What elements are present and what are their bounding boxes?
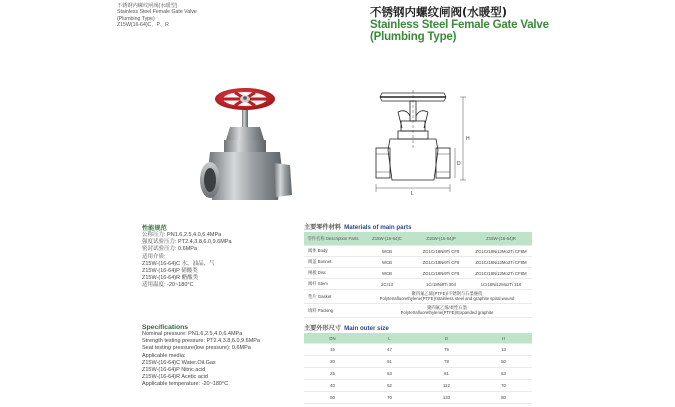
table-cell: 40: [304, 380, 361, 392]
materials-col-header: Z15W-(16-64)R: [470, 232, 532, 246]
performance-cn-line: Z15W-(16-64)P 硝酸类: [142, 268, 198, 275]
table-cell: 阀盖 Bonnet: [304, 257, 362, 268]
en-title-line-1: Stainless Steel Female Gate Valve: [370, 19, 549, 31]
table-cell: WCB: [362, 268, 412, 279]
table-row: [304, 246, 532, 257]
table-cell: ZG1Cr18Ni9Ti CF8: [412, 246, 470, 257]
table-cell: 1Cr18Ni12Mo2Ti 316: [470, 279, 532, 290]
table-cell: 81: [418, 368, 475, 380]
table-cell: 闸板 Disc: [304, 268, 362, 279]
table-cell: 2Cr13: [362, 279, 412, 290]
table-cell: 62: [361, 380, 418, 392]
table-cell: 47: [361, 344, 418, 356]
table-row-packing: [304, 304, 532, 318]
table-cell: 51: [361, 356, 418, 368]
table-cell: ZG1Cr18Ni9Ti CF8: [412, 257, 470, 268]
specifications-line: Seat testing pressure(low pressure): 0.6MPa: [142, 345, 251, 352]
table-cell: 78: [418, 356, 475, 368]
table-cell: 25: [304, 368, 361, 380]
dimensions-table: [304, 333, 532, 404]
performance-cn-heading: 性能规范: [142, 225, 167, 232]
specifications-line: Strength testing pressure: PT2.4,3.8,6.0,9.6MPa: [142, 338, 261, 345]
table-cell: 20: [304, 356, 361, 368]
dimensions-header-row: [304, 333, 532, 344]
materials-col-header: Z15W-(16-64)C: [362, 232, 412, 246]
materials-col-header: 零件名称 Description Parts: [304, 232, 362, 246]
table-cell: 50: [304, 392, 361, 404]
table-cell: ZG1Cr18Ni9Ti CF8: [412, 268, 470, 279]
table-cell: 50: [475, 356, 532, 368]
materials-heading-cn: 主要零件材料: [304, 224, 342, 231]
specifications-en-section: [142, 324, 260, 389]
dimensions-col-header: H: [475, 333, 532, 344]
performance-cn-line: 强度试验压力: PT2.4,3.8,6.0,9.6MPa: [142, 239, 232, 246]
performance-cn-line: 适用介质:: [142, 253, 166, 260]
specifications-line: Z15W-(16-64)C Water.Oil.Gas: [142, 359, 216, 366]
table-row: [304, 392, 532, 404]
table-cell: 80: [475, 392, 532, 404]
valve-photo: [190, 85, 300, 215]
specifications-line: Applicable temperature: -20~180°C: [142, 381, 229, 388]
performance-cn-line: Z15W-(16-64)R 醋酸类: [142, 275, 199, 282]
table-cell: 112: [418, 380, 475, 392]
table-cell: ZG1Cr18Ni12Mo2Ti CF8M: [470, 268, 532, 279]
table-cell: 1Cr18Ni9Ti 304: [412, 279, 470, 290]
table-cell: 70: [361, 392, 418, 404]
specifications-line: Z15W-(16-64)R Acetic acid: [142, 374, 208, 381]
packing-value: [362, 304, 532, 318]
dimension-l-label: L: [411, 191, 414, 197]
packing-value-cn: 聚四氟乙烯/柔性石墨: [427, 304, 467, 310]
table-row: [304, 279, 532, 290]
table-row: [304, 257, 532, 268]
performance-cn-line: Z15W-(16-64)C 水、油品、气: [142, 260, 215, 267]
technical-drawing: [368, 88, 478, 198]
table-cell: 53: [361, 368, 418, 380]
table-cell: 阀杆 Stem: [304, 279, 362, 290]
table-cell: WCB: [362, 257, 412, 268]
table-row-gasket: [304, 290, 532, 304]
table-row: [304, 356, 532, 368]
en-title-line-2: (Plumbing Type): [370, 31, 457, 43]
header-left-line: Z15W(16-64)C、P、R: [117, 22, 169, 29]
dimensions-heading-en: Main outer size: [344, 325, 389, 332]
header-left-block: [117, 3, 197, 29]
materials-heading-en: Materials of main parts: [344, 224, 412, 231]
gasket-value-cn: 聚四氟乙烯(PTFE)/不锈钢与石墨缠绕: [411, 290, 483, 296]
materials-table: [304, 232, 532, 318]
table-cell: 70: [475, 380, 532, 392]
specifications-line: Applicable media:: [142, 352, 186, 359]
gasket-value-en: Polytetrafluorethylene(PTFE)/Stainless steel and graphite spiral wound: [379, 295, 515, 301]
table-cell: ZG1Cr18Ni12Mo2Ti CF8M: [470, 257, 532, 268]
handwheel: [215, 88, 275, 110]
table-cell: 13: [475, 344, 532, 356]
valve-bonnet: [226, 127, 264, 140]
table-cell: 75: [418, 344, 475, 356]
dimension-h-label: H: [466, 136, 470, 142]
dimensions-heading-cn: 主要外形尺寸: [304, 325, 342, 332]
table-cell: 阀体 Body: [304, 246, 362, 257]
header-left-line: (Plumbing Type): [117, 15, 155, 22]
table-cell: 垫片 Gasket: [304, 290, 362, 304]
table-row: [304, 368, 532, 380]
packing-value-en: Polytetrafluorethylene(PTFE)/Expanded graphite: [400, 309, 494, 315]
dimensions-col-header: D: [418, 333, 475, 344]
cn-title: 不锈钢内螺纹闸阀(水暖型): [370, 5, 508, 19]
materials-heading: [304, 222, 412, 231]
table-cell: 63: [475, 368, 532, 380]
dimensions-heading: [304, 323, 389, 332]
table-row: [304, 380, 532, 392]
performance-cn-line: 密封试验压力: 0.6MPa: [142, 246, 198, 253]
specifications-heading: Specifications: [142, 324, 189, 331]
gasket-value: [362, 290, 532, 304]
header-left-line: Stainless Steel Female Gate Valve: [117, 9, 197, 16]
materials-header-row: [304, 232, 532, 246]
table-cell: 133: [418, 392, 475, 404]
dimensions-col-header: DN: [304, 333, 361, 344]
table-cell: 填料 Packing: [304, 304, 362, 318]
table-row: [304, 268, 532, 279]
dimension-d-label: D: [457, 161, 461, 167]
specifications-line: Nominal pressure: PN1.6,2.5,4.0,6.4MPa: [142, 331, 243, 337]
table-row: [304, 344, 532, 356]
valve-port-right: [274, 163, 292, 197]
table-cell: 15: [304, 344, 361, 356]
performance-cn-line: 适用温度: -20~180°C: [142, 282, 194, 289]
dimensions-col-header: L: [361, 333, 418, 344]
performance-cn-line: 公称压力: PN1.6,2.5,4.0,6.4MPa: [142, 232, 222, 238]
table-cell: WCB: [362, 246, 412, 257]
performance-cn-section: [142, 223, 232, 290]
table-cell: ZG1Cr18Ni12Mo2Ti CF8M: [470, 246, 532, 257]
header-left-line: 不锈钢内螺纹闸阀(水暖型): [117, 3, 178, 9]
materials-col-header: Z15W-(16-64)P: [412, 232, 470, 246]
specifications-line: Z15W-(16-64)P Nitric acid: [142, 367, 206, 374]
